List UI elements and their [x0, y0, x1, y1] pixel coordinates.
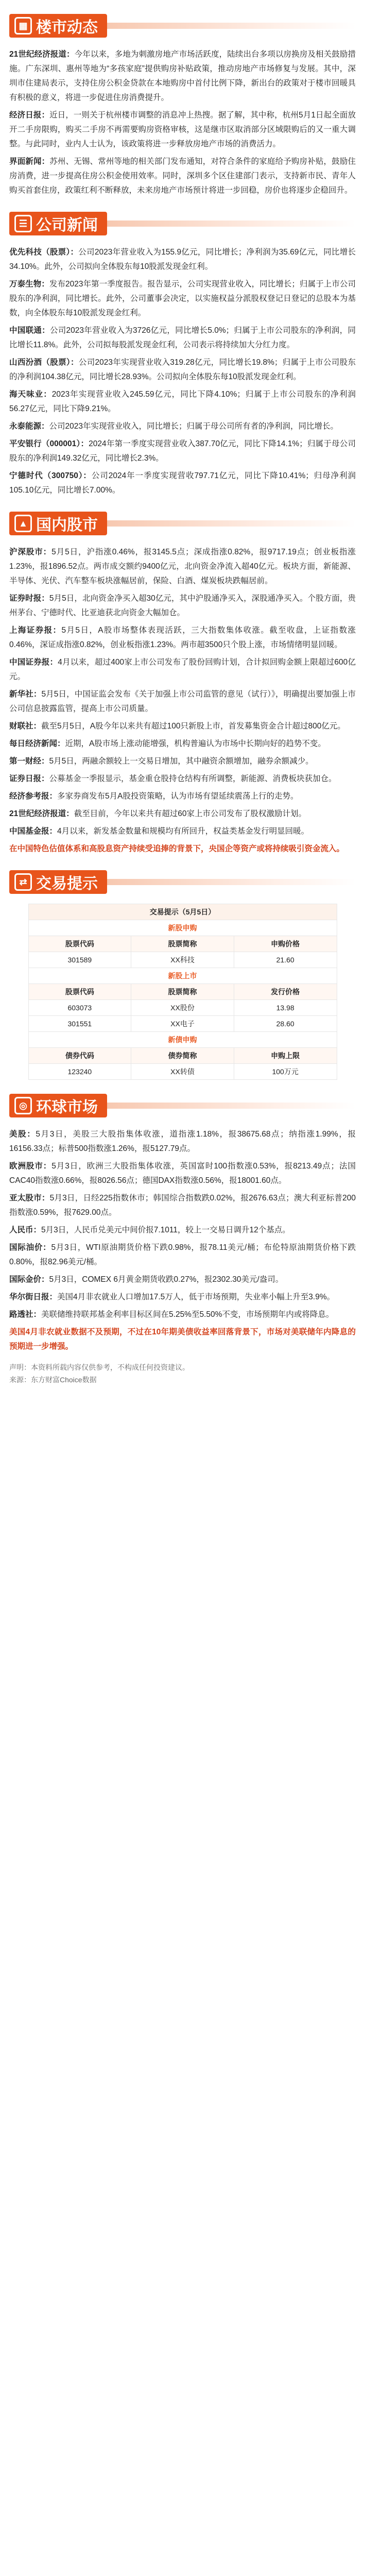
- news-text: 美国4月非农就业人口增加17.5万人，低于市场预期，失业率小幅上升至3.9%。: [57, 1293, 335, 1301]
- news-item: [9, 772, 356, 786]
- news-icon: ☰: [14, 215, 32, 232]
- section-divider: [107, 520, 356, 527]
- news-text: 美联储维持联邦基金利率目标区间在5.25%至5.50%不变，市场预期年内或将降息。: [41, 1310, 334, 1319]
- table-caption: 交易提示（5月5日）: [28, 904, 337, 920]
- news-source: 华尔街日报：: [9, 1293, 58, 1301]
- news-source: 证券时报：: [9, 594, 49, 603]
- table-column-header: 股票代码: [28, 936, 131, 952]
- section-badge: [9, 870, 107, 894]
- footer-note: 声明：本资料所载内容仅供参考，不构成任何投资建议。 来源：东方财富Choice数据: [9, 1363, 189, 1384]
- news-text: 5月3日，WTI原油期货价格下跌0.98%，报78.11美元/桶；布伦特原油期货价格下跌0.80%，报82.96美元/桶。: [9, 1243, 356, 1266]
- news-item: [9, 719, 356, 734]
- news-source: 经济日报：: [9, 111, 50, 120]
- table-column-header: 股票简称: [131, 984, 234, 1000]
- news-source: 路透社：: [9, 1310, 42, 1319]
- chart-icon: ▲: [14, 515, 32, 532]
- news-source: 沪深股市：: [9, 548, 52, 556]
- section-divider: [107, 1103, 356, 1109]
- news-text: 公司2023年营业收入为155.9亿元，同比增长；净利润为35.69亿元，同比增长34.10%。此外，公司拟向全体股东每10股派发现金红利。: [9, 248, 356, 271]
- news-item: [9, 108, 356, 151]
- section-badge: [9, 1094, 107, 1117]
- table-column-header: 发行价格: [234, 984, 337, 1000]
- news-item: [9, 469, 356, 498]
- section-header-global: [9, 1089, 356, 1122]
- news-text: 多家券商发布5月A股投资策略，认为市场有望延续震荡上行的走势。: [57, 792, 299, 801]
- news-text: 5月5日，A股市场整体表现活跃，三大指数集体收涨。截至收盘，上证指数涨0.46%，深证成指涨0.82%，创业板指涨1.23%。两市超3500只个股上涨，市场情绪明显回暖。: [9, 626, 356, 649]
- news-text: 公司2023年营业收入为3726亿元，同比增长5.0%；归属于上市公司股东的净利润，同比增长11.8%。此外，公司拟每股派发现金红利，公司表示将持续加大分红力度。: [9, 326, 356, 349]
- news-source: 国际金价：: [9, 1275, 49, 1284]
- table-column-header: 申购上限: [234, 1048, 337, 1064]
- news-item: [9, 1223, 356, 1238]
- news-source: 亚太股市：: [9, 1194, 50, 1202]
- news-item: [9, 437, 356, 466]
- property-news-list: [0, 47, 365, 198]
- news-item: [9, 687, 356, 716]
- news-text: 5月3日，人民币兑美元中间价报7.1011，较上一交易日调升12个基点。: [41, 1226, 290, 1234]
- section-badge: [9, 14, 107, 38]
- table-row: [28, 1000, 337, 1016]
- news-source: 中国证券报：: [9, 658, 58, 667]
- section-divider: [107, 221, 356, 227]
- section-title: 公司新闻: [36, 217, 98, 234]
- company-news-list: [0, 245, 365, 498]
- news-text: 2024年第一季度实现营业收入387.70亿元，同比下降14.1%；归属于母公司股东的净利润149.32亿元，同比增长2.3%。: [9, 439, 356, 463]
- table-column-header: 股票简称: [131, 936, 234, 952]
- news-source: 上海证券报：: [9, 626, 62, 635]
- section-badge: [9, 512, 107, 535]
- news-item: [9, 47, 356, 105]
- table-cell: XX科技: [131, 952, 234, 968]
- news-item: [9, 1290, 356, 1304]
- table-cell: 301589: [28, 952, 131, 968]
- news-item: [9, 1308, 356, 1322]
- news-item: [9, 155, 356, 198]
- news-item: [9, 623, 356, 652]
- news-text: 近期，A股市场上涨动能增强，机构普遍认为市场中长期向好的趋势不变。: [65, 739, 326, 748]
- table-group-title: 新股上市: [28, 968, 337, 984]
- news-source: 界面新闻：: [9, 157, 50, 166]
- news-source: 永泰能源：: [9, 422, 49, 431]
- table-cell: XX电子: [131, 1016, 234, 1032]
- news-source: 人民币：: [9, 1226, 42, 1234]
- news-item: [9, 1127, 356, 1156]
- news-text: 5月3日，COMEX 6月黄金期货收跌0.27%，报2302.30美元/盎司。: [49, 1275, 284, 1284]
- table-cell: 13.98: [234, 1000, 337, 1016]
- news-text: 5月5日，两融余额较上一交易日增加，其中融资余额增加，融券余额减少。: [49, 757, 314, 766]
- table-group-title: 新债申购: [28, 1032, 337, 1048]
- news-source: 美股：: [9, 1130, 36, 1139]
- news-source: 国际油价：: [9, 1243, 51, 1252]
- news-source: 21世纪经济报道：: [9, 809, 74, 818]
- news-text: 2023年实现营业收入245.59亿元，同比下降4.10%；归属于上市公司股东的净利润56.27亿元，同比下降9.21%。: [9, 390, 356, 413]
- table-row: [28, 1064, 337, 1080]
- news-text: 5月5日，中国证监会发布《关于加强上市公司监管的意见（试行）》，明确提出要加强上市公司信息披露监管，提高上市公司质量。: [9, 690, 356, 713]
- table-cell: 301551: [28, 1016, 131, 1032]
- news-item: [9, 277, 356, 320]
- table-cell: 100万元: [234, 1064, 337, 1080]
- global-news-list: [0, 1127, 365, 1322]
- news-source: 经济参考报：: [9, 792, 58, 801]
- news-item: [9, 1159, 356, 1188]
- news-text: 公司2024年一季度实现营收797.71亿元，同比下降10.41%；归母净利润105.10亿元，同比增长7.00%。: [9, 471, 356, 495]
- news-source: 证券日报：: [9, 774, 49, 783]
- section-header-company: [9, 207, 356, 240]
- news-item: [9, 591, 356, 620]
- table-row: [28, 952, 337, 968]
- news-item: [9, 355, 356, 384]
- news-text: 苏州、无锡、常州等地的相关部门发布通知，对符合条件的家庭给予购房补贴，鼓励住房消费，进一步提高住房公积金使用效率。同时，深圳多个区住建部门表示，支持新市民、青年人购买首套住房，政策红利不断释放，未来房地产市场预计将进一步回稳，房价也将逐步企稳回升。: [9, 157, 356, 195]
- news-item: [9, 245, 356, 274]
- news-source: 中国基金报：: [9, 827, 58, 836]
- news-text: 5月3日，日经225指数休市；韩国综合指数跌0.02%，报2676.63点；澳大利亚标普200指数涨0.59%，报7629.00点。: [9, 1194, 356, 1217]
- news-item: [9, 754, 356, 769]
- section-header-stock: [9, 507, 356, 540]
- stock-highlight: 在中国特色估值体系和高股息资产持续受追捧的背景下，央国企等资产或将持续吸引资金流入。: [9, 844, 345, 853]
- news-text: 发布2023年第一季度报告。报告显示，公司实现营业收入，同比增长；归属于上市公司股东的净利润，同比增长。此外，公司董事会决定，以实施权益分派股权登记日登记的总股本为基数，向全体股东每10股派发现金红利。: [9, 280, 356, 317]
- table-column-header: 债券代码: [28, 1048, 131, 1064]
- section-title: 交易提示: [36, 875, 98, 892]
- news-text: 公募基金一季报显示，基金重仓股持仓结构有所调整，新能源、消费板块获加仓。: [49, 774, 337, 783]
- news-source: 优先科技（股票）：: [9, 248, 79, 257]
- news-source: 每日经济新闻：: [9, 739, 65, 748]
- section-title: 国内股市: [36, 517, 98, 534]
- news-source: 万泰生物：: [9, 280, 49, 289]
- news-source: 欧洲股市：: [9, 1162, 52, 1171]
- section-divider: [107, 879, 356, 885]
- news-source: 平安银行（000001）：: [9, 439, 89, 448]
- news-item: [9, 1273, 356, 1287]
- news-item: [9, 545, 356, 588]
- news-item: [9, 807, 356, 821]
- news-item: [9, 824, 356, 839]
- table-cell: 123240: [28, 1064, 131, 1080]
- news-text: 公司2023年实现营业收入，同比增长；归属于母公司所有者的净利润，同比增长。: [49, 422, 338, 431]
- trade-icon: ⇄: [14, 873, 32, 891]
- news-item: [9, 655, 356, 684]
- news-text: 今年以来，多地为刺激房地产市场活跃度，陆续出台多项以房换房及相关鼓励措施。广东深圳、惠州等地为“多孩家庭”提供购房补贴政策，推动房地产市场修复与发展。其中，深圳市住建局表示，支持住房公积金贷款在本地购房中首付比例下降，新出台的政策对于楼市回暖具有积极的意义，将进一步促进住房消费提升。: [9, 50, 356, 102]
- news-source: 财联社：: [9, 722, 42, 731]
- news-item: [9, 419, 356, 434]
- news-text: 5月5日，沪指涨0.46%，报3145.5点；深成指涨0.82%，报9717.19点；创业板指涨1.23%，报1896.52点。两市成交额约9400亿元，北向资金净流入超40亿元。板块方面，新能源、半导体、光伏、汽车整车板块涨幅居前，保险、白酒、煤炭板块跌幅居前。: [9, 548, 356, 585]
- section-header-property: [9, 9, 356, 42]
- section-title: 楼市动态: [36, 19, 98, 36]
- section-title: 环球市场: [36, 1099, 98, 1116]
- news-item: [9, 387, 356, 416]
- news-source: 新华社：: [9, 690, 42, 699]
- table-column-header: 股票代码: [28, 984, 131, 1000]
- news-item: [9, 1191, 356, 1220]
- globe-icon: ◎: [14, 1097, 32, 1114]
- table-group-title: 新股申购: [28, 920, 337, 936]
- table-cell: 28.60: [234, 1016, 337, 1032]
- section-header-trade: [9, 866, 356, 899]
- section-badge: [9, 212, 107, 235]
- news-source: 宁德时代（300750）：: [9, 471, 92, 480]
- news-text: 5月3日，欧洲三大股指集体收涨，英国富时100指数涨0.53%，报8213.49点；法国CAC40指数涨0.66%，报8026.56点；德国DAX指数涨0.56%，报18001.60点。: [9, 1162, 356, 1185]
- news-text: 5月3日，美股三大股指集体收涨，道指涨1.18%，报38675.68点；纳指涨1.99%，报16156.33点；标普500指数涨1.26%，报5127.79点。: [9, 1130, 356, 1153]
- table-row: [28, 1016, 337, 1032]
- news-text: 4月以来，新发基金数量和规模均有所回升，权益类基金发行明显回暖。: [57, 827, 309, 836]
- news-text: 公司2023年实现营业收入319.28亿元，同比增长19.8%；归属于上市公司股东的净利润104.38亿元，同比增长28.93%。公司拟向全体股东每10股派发现金红利。: [9, 358, 356, 381]
- news-source: 第一财经：: [9, 757, 49, 766]
- news-source: 山西汾酒（股票）：: [9, 358, 79, 367]
- news-item: [9, 324, 356, 352]
- building-icon: ▦: [14, 17, 32, 35]
- global-highlight: 美国4月非农就业数据不及预期，不过在10年期美债收益率回落背景下，市场对美联储年内降息的预期进一步增强。: [9, 1328, 356, 1351]
- news-text: 5月5日，北向资金净买入超30亿元，其中沪股通净买入，深股通净买入。个股方面，贵州茅台、宁德时代、比亚迪获北向资金大幅加仓。: [9, 594, 356, 617]
- table-cell: XX股份: [131, 1000, 234, 1016]
- news-item: [9, 789, 356, 804]
- trade-table: [28, 904, 337, 1080]
- news-text: 截至5月5日，A股今年以来共有超过100只新股上市，首发募集资金合计超过800亿元。: [41, 722, 345, 731]
- news-source: 中国联通：: [9, 326, 50, 335]
- news-source: 21世纪经济报道：: [9, 50, 75, 59]
- news-source: 海天味业：: [9, 390, 52, 399]
- section-divider: [107, 23, 356, 29]
- news-text: 4月以来，超过400家上市公司发布了股份回购计划，合计拟回购金额上限超过600亿元。: [9, 658, 356, 681]
- news-item: [9, 737, 356, 751]
- news-text: 截至目前，今年以来共有超过60家上市公司发布了股权激励计划。: [74, 809, 306, 818]
- stock-news-list: [0, 545, 365, 839]
- news-text: 近日，一则关于杭州楼市调整的消息冲上热搜。据了解，其中称，杭州5月1日起全面放开二手房限购，购买二手房不再需要购房资格审核，这是继市区取消部分区域限购后的又一重大调整。与此同时，业内人士认为，该政策将进一步释放房地产市场的消费活力。: [9, 111, 356, 148]
- news-item: [9, 1241, 356, 1269]
- table-column-header: 申购价格: [234, 936, 337, 952]
- table-cell: 21.60: [234, 952, 337, 968]
- table-cell: XX转债: [131, 1064, 234, 1080]
- table-column-header: 债券简称: [131, 1048, 234, 1064]
- table-cell: 603073: [28, 1000, 131, 1016]
